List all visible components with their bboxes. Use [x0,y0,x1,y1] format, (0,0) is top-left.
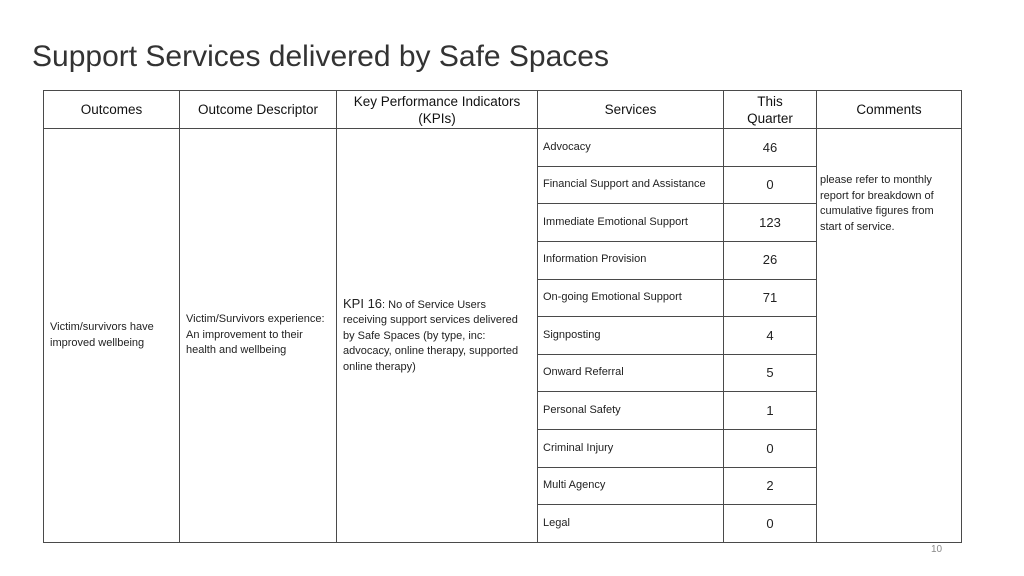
service-name: Information Provision [538,241,724,279]
comments-cell: please refer to monthly report for breakdown of cumulative figures from start of service. [817,129,962,543]
support-services-table [43,90,962,543]
table-header-row [44,91,962,129]
service-value: 123 [724,204,817,242]
service-name: Financial Support and Assistance [538,166,724,204]
service-name: On-going Emotional Support [538,279,724,317]
kpi-cell [337,129,538,543]
kpi-text: : No of Service Users receiving support services delivered by Safe Spaces (by type, inc: advocacy, online therapy, supported online therapy) [343,298,519,373]
page-title: Support Services delivered by Safe Spaces [32,40,609,73]
table-row [44,129,962,167]
service-value: 0 [724,505,817,543]
header-comments: Comments [817,91,962,129]
header-outcomes: Outcomes [44,91,180,129]
service-name: Onward Referral [538,354,724,392]
service-value: 5 [724,354,817,392]
kpi-label: KPI 16 [343,295,383,311]
service-value: 71 [724,279,817,317]
header-this-quarter-line2: Quarter [747,110,793,126]
header-this-quarter [724,91,817,129]
page-number: 10 [931,544,943,555]
service-name: Signposting [538,317,724,355]
service-value: 26 [724,241,817,279]
service-value: 0 [724,430,817,468]
service-name: Immediate Emotional Support [538,204,724,242]
service-value: 1 [724,392,817,430]
outcome-cell: Victim/survivors have improved wellbeing [44,129,180,543]
service-name: Legal [538,505,724,543]
service-name: Criminal Injury [538,430,724,468]
header-outcome-descriptor: Outcome Descriptor [180,91,337,129]
header-this-quarter-line1: This [757,93,783,109]
outcome-descriptor-cell [180,129,337,543]
service-value: 4 [724,317,817,355]
header-kpis: Key Performance Indicators (KPIs) [337,91,538,129]
service-value: 2 [724,467,817,505]
service-name: Advocacy [538,129,724,167]
header-services: Services [538,91,724,129]
descriptor-line1: Victim/Survivors experience: [186,313,325,326]
service-value: 0 [724,166,817,204]
service-name: Personal Safety [538,392,724,430]
service-name: Multi Agency [538,467,724,505]
service-value: 46 [724,129,817,167]
descriptor-line2: An improvement to their health and wellbeing [186,328,303,357]
